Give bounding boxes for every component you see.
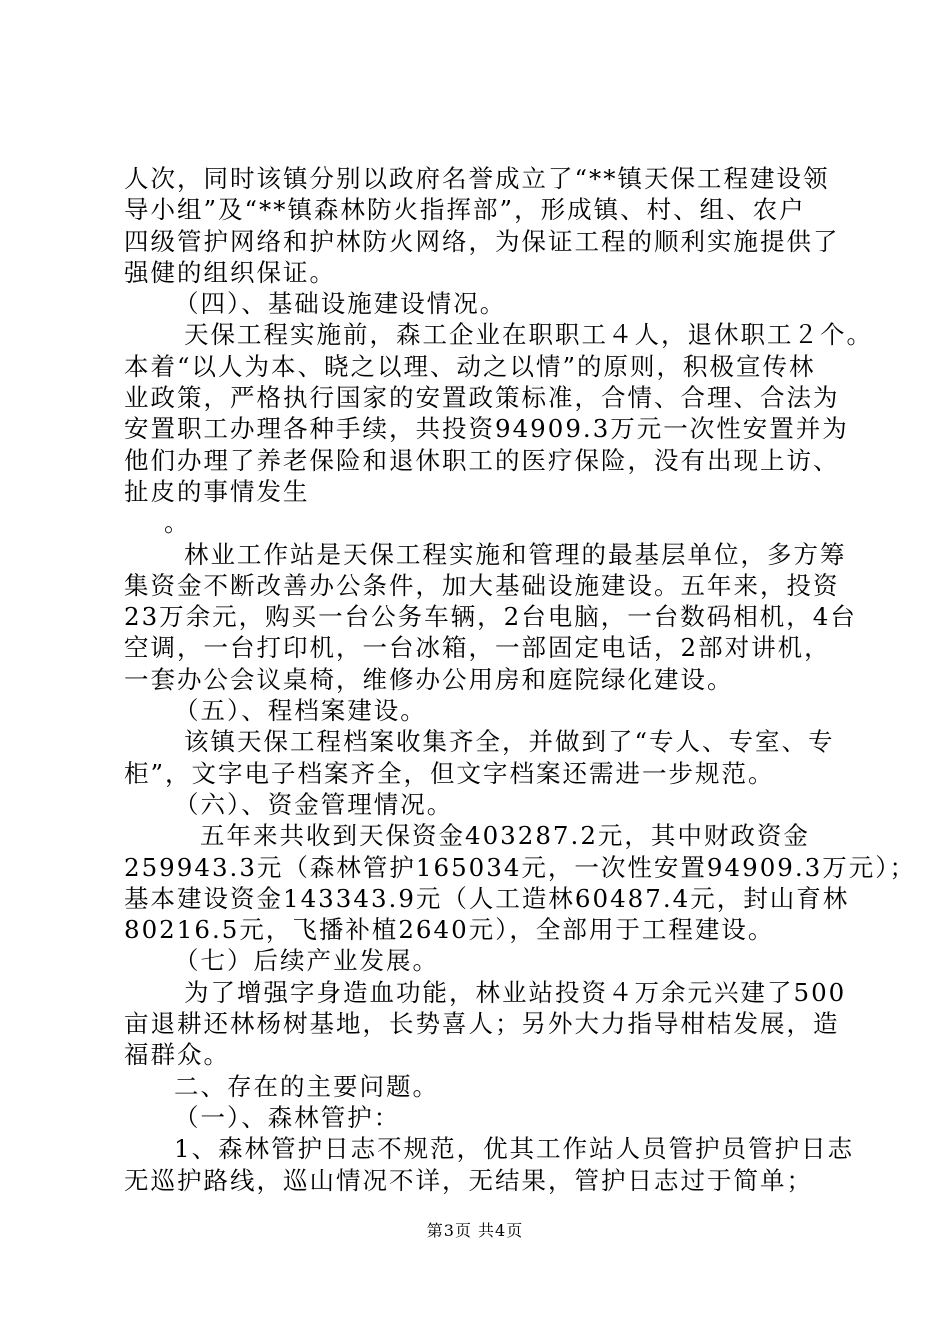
text-line: 强健的组织保证。: [124, 257, 336, 287]
section-heading: （七）后续产业发展。: [174, 946, 439, 976]
text-line: 80216.5元，飞播补植2640元），全部用于工程建设。: [124, 915, 775, 945]
text-line: 基本建设资金143343.9元（人工造林60487.4元，封山育林: [124, 883, 850, 913]
text-line: 为了增强字身造血功能，林业站投资４万余元兴建了500: [184, 977, 847, 1007]
section-heading: 二、存在的主要问题。: [174, 1071, 439, 1101]
text-line: 该镇天保工程档案收集齐全，并做到了“专人、专室、专: [184, 727, 835, 757]
section-heading: （五）、程档案建设。: [174, 696, 427, 726]
text-line: 本着“以人为本、晓之以理、动之以情”的原则，积极宣传林: [124, 351, 816, 381]
text-line: 集资金不断改善办公条件，加大基础设施建设。五年来，投资: [124, 570, 840, 600]
text-line: 林业工作站是天保工程实施和管理的最基层单位，多方筹: [184, 539, 847, 569]
text-line: 扯皮的事情发生: [124, 476, 310, 506]
text-line: 导小组”及“**镇森林防火指挥部”，形成镇、村、组、农户: [124, 195, 806, 225]
document-body: [124, 163, 916, 1196]
text-line: 四级管护网络和护林防火网络，为保证工程的顺利实施提供了: [124, 226, 840, 256]
text-line: 人次，同时该镇分别以政府名誉成立了“**镇天保工程建设领: [124, 164, 830, 193]
text-line: 福群众。: [124, 1040, 230, 1070]
text-line: 无巡护路线，巡山情况不详，无结果，管护日志过于简单；: [124, 1165, 813, 1195]
text-line: 他们办理了养老保险和退休职工的医疗保险，没有出现上访、: [124, 445, 840, 475]
text-line: 一套办公会议桌椅，维修办公用房和庭院绿化建设。: [124, 664, 734, 694]
text-line: 五年来共收到天保资金403287.2元，其中财政资金: [200, 821, 810, 851]
text-line: 天保工程实施前，森工企业在职职工４人，退休职工２个。: [184, 320, 873, 350]
text-line: 柜”，文字电子档案齐全，但文字档案还需进一步规范。: [124, 758, 775, 788]
text-line: 259943.3元（森林管护165034元，一次性安置94909.3万元）；: [124, 852, 916, 882]
section-heading: （四）、基础设施建设情况。: [174, 289, 507, 319]
text-line: 23万余元，购买一台公务车辆，2台电脑，一台数码相机，4台: [124, 602, 857, 632]
section-heading: （六）、资金管理情况。: [174, 789, 454, 819]
text-line: 1、森林管护日志不规范，优其工作站人员管护员管护日志: [174, 1134, 855, 1164]
text-line: 亩退耕还林杨树基地，长势喜人；另外大力指导柑桔发展，造: [124, 1009, 840, 1039]
text-line: 。: [164, 508, 191, 538]
text-line: 安置职工办理各种手续，共投资94909.3万元一次性安置并为: [124, 414, 849, 444]
section-heading: （一）、森林管护：: [174, 1102, 401, 1132]
page-footer: 第3页 共4页: [426, 1221, 524, 1240]
text-line: 空调，一台打印机，一台冰箱，一部固定电话，2部对讲机，: [124, 633, 831, 663]
text-line: 业政策，严格执行国家的安置政策标准，合情、合理、合法为: [124, 383, 840, 413]
